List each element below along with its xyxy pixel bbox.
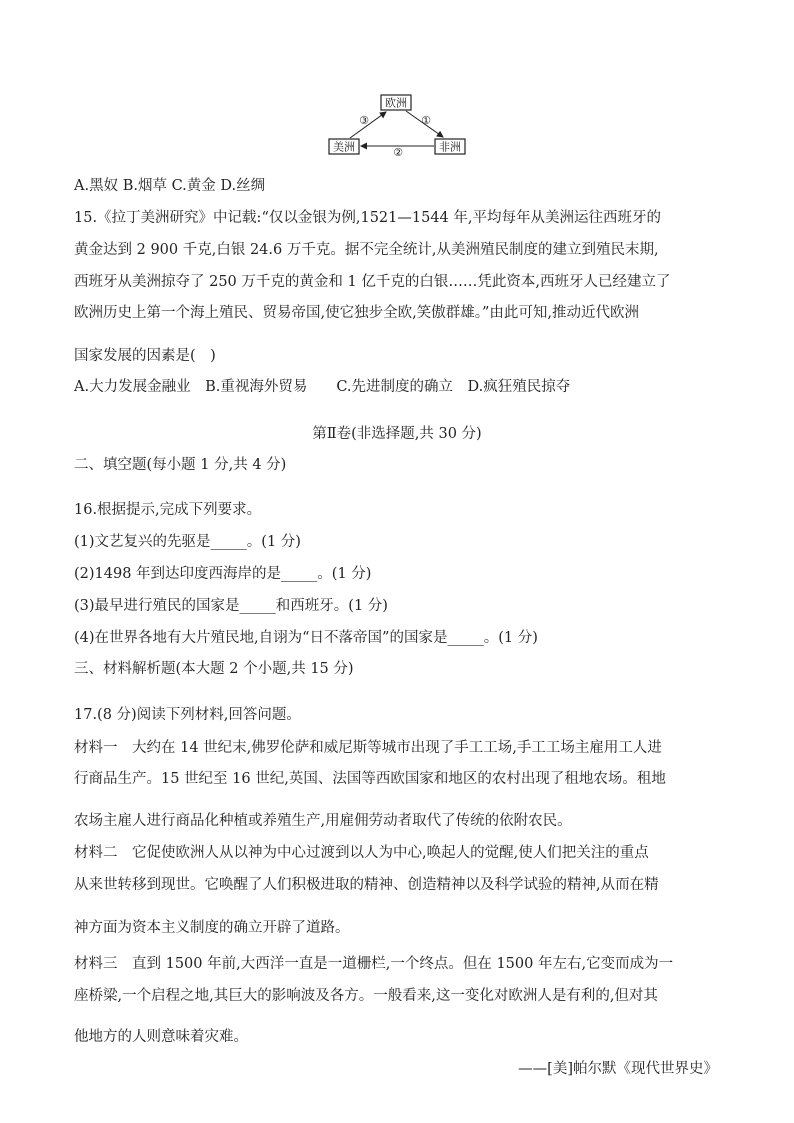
q17-material-2-line-1: 材料二 它促使欧洲人从以神为中心过渡到以人为中心,唤起人的觉醒,使人们把关注的重点 <box>74 845 649 861</box>
q16-item-4: (4)在世界各地有大片殖民地,自诩为“日不落帝国”的国家是_____。(1 分) <box>74 630 538 646</box>
q17-source: ——[美]帕尔默《现代世界史》 <box>518 1061 718 1077</box>
section-2-title: 第Ⅱ卷(非选择题,共 30 分) <box>312 426 482 442</box>
trade-triangle-diagram <box>328 94 470 156</box>
q16-item-2: (2)1498 年到达印度西海岸的是_____。(1 分) <box>74 566 372 582</box>
europe-label: 欧洲 <box>385 96 407 110</box>
q17-material-1-line-2: 行商品生产。15 世纪至 16 世纪,英国、法国等西欧国家和地区的农村出现了租地农场。租地 <box>74 771 666 787</box>
q16-item-3: (3)最早进行殖民的国家是_____和西班牙。(1 分) <box>74 598 388 614</box>
q15-line-5: 国家发展的因素是( ) <box>74 348 216 364</box>
africa-label: 非洲 <box>439 140 461 154</box>
q17-material-1-line-1: 材料一 大约在 14 世纪末,佛罗伦萨和威尼斯等城市出现了手工工场,手工工场主雇用工人进 <box>74 740 662 756</box>
q15-options: A.大力发展金融业 B.重视海外贸易 C.先进制度的确立 D.疯狂殖民掠夺 <box>74 379 571 395</box>
label-1: ① <box>421 114 431 127</box>
q17-stem: 17.(8 分)阅读下列材料,回答问题。 <box>74 707 301 723</box>
q17-material-3-line-3: 他地方的人则意味着灾难。 <box>74 1029 248 1045</box>
q17-material-3-line-2: 座桥梁,一个启程之地,其巨大的影响波及各方。一般看来,这一变化对欧洲人是有利的,但对其 <box>74 988 658 1004</box>
q15-line-4: 欧洲历史上第一个海上殖民、贸易帝国,使它独步全欧,笑傲群雄。”由此可知,推动近代欧洲 <box>74 305 639 321</box>
part-3-header: 三、材料解析题(本大题 2 个小题,共 15 分) <box>74 661 354 677</box>
q17-material-2-line-3: 神方面为资本主义制度的确立开辟了道路。 <box>74 920 350 936</box>
q14-options: A.黑奴 B.烟草 C.黄金 D.丝绸 <box>74 178 266 194</box>
triangle-svg <box>328 94 470 156</box>
q15-line-1: 15.《拉丁美洲研究》中记载:“仅以金银为例,1521—1544 年,平均每年从美洲运往西班牙的 <box>74 210 661 226</box>
q16-item-1: (1)文艺复兴的先驱是_____。(1 分) <box>74 534 301 550</box>
q17-material-2-line-2: 从来世转移到现世。它唤醒了人们积极进取的精神、创造精神以及科学试验的精神,从而在精 <box>74 877 659 893</box>
part-2-header: 二、填空题(每小题 1 分,共 4 分) <box>74 457 287 473</box>
q15-line-2: 黄金达到 2 900 千克,白银 24.6 万千克。据不完全统计,从美洲殖民制度的建立到殖民末期, <box>74 242 659 258</box>
q17-material-1-line-3: 农场主雇人进行商品化种植或养殖生产,用雇佣劳动者取代了传统的依附农民。 <box>74 813 572 829</box>
label-2: ② <box>393 146 403 156</box>
q16-stem: 16.根据提示,完成下列要求。 <box>74 502 262 518</box>
label-3: ③ <box>359 114 369 127</box>
q17-material-3-line-1: 材料三 直到 1500 年前,大西洋一直是一道栅栏,一个终点。但在 1500 年左右,它变而成为一 <box>74 956 674 972</box>
america-label: 美洲 <box>333 140 355 154</box>
q15-line-3: 西班牙从美洲掠夺了 250 万千克的黄金和 1 亿千克的白银……凭此资本,西班牙人已经建立了 <box>74 274 671 290</box>
